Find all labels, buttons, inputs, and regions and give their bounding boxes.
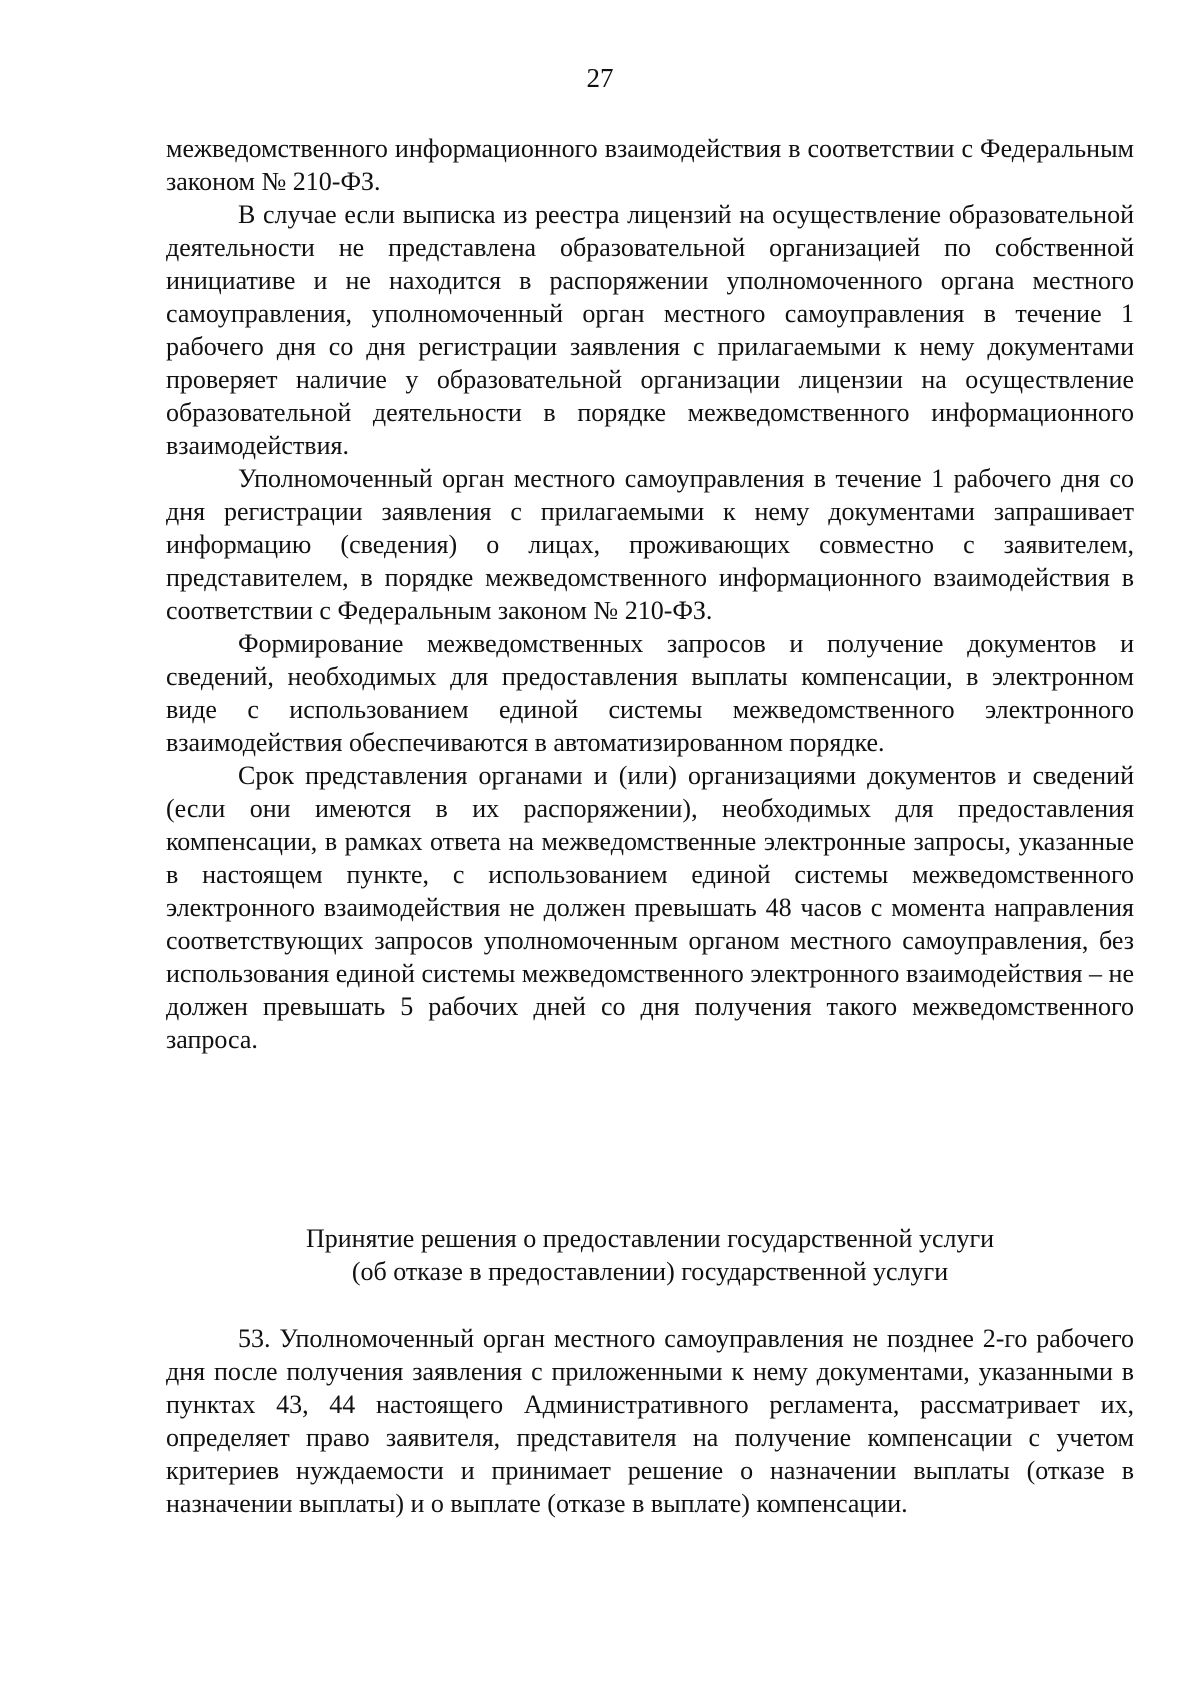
paragraph-response-deadline: Срок представления органами и (или) организациями документов и сведений (если они имеются в их распоряжении), необходимых для предоставления компенсации, в рамках ответа на межведомственные электронные запросы, указанные в настоящем пункте, с использованием единой системы межведомственного электронного взаимодействия не должен превышать 48 часов с момента направления соответствующих запросов уполномоченным органом местного самоуправления, без использования единой системы межведомственного электронного взаимодействия – не должен превышать 5 рабочих дней со дня получения такого межведомственного запроса. [166, 761, 1134, 1054]
body-text-section-53 [166, 1322, 1134, 1520]
paragraph-53: 53. Уполномоченный орган местного самоуправления не позднее 2-го рабочего дня после получения заявления с приложенными к нему документами, указанными в пунктах 43, 44 настоящего Административного регламента, рассматривает их, определяет право заявителя, представителя на получение компенсации с учетом критериев нуждаемости и принимает решение о назначении выплаты (отказе в назначении выплаты) и о выплате (отказе в выплате) компенсации. [166, 1324, 1134, 1518]
paragraph-cohabitants-request: Уполномоченный орган местного самоуправления в течение 1 рабочего дня со дня регистрации заявления с прилагаемыми к нему документами запрашивает информацию (сведения) о лицах, проживающих совместно с заявителем, представителем, в порядке межведомственного информационного взаимодействия в соответствии с Федеральным законом № 210-ФЗ. [166, 464, 1134, 625]
paragraph-license-extract: В случае если выписка из реестра лицензий на осуществление образовательной деятельности не представлена образовательной организацией по собственной инициативе и не находится в распоряжении уполномоченного органа местного самоуправления, уполномоченный орган местного самоуправления в течение 1 рабочего дня со дня регистрации заявления с прилагаемыми к нему документами проверяет наличие у образовательной организации лицензии на осуществление образовательной деятельности в порядке межведомственного информационного взаимодействия. [166, 200, 1134, 460]
body-text [166, 132, 1134, 1056]
paragraph-interagency-requests: Формирование межведомственных запросов и получение документов и сведений, необходимых для предоставления выплаты компенсации, в электронном виде с использованием единой системы межведомственного электронного взаимодействия обеспечиваются в автоматизированном порядке. [166, 629, 1134, 757]
section-heading-line-1: Принятие решения о предоставлении государственной услуги [305, 1224, 995, 1253]
section-heading [166, 1222, 1134, 1288]
page-number: 27 [586, 63, 614, 93]
section-heading-line-2: (об отказе в предоставлении) государственной услуги [351, 1257, 949, 1286]
paragraph-continuation: межведомственного информационного взаимодействия в соответствии с Федеральным законом № 210-ФЗ. [166, 134, 1134, 196]
